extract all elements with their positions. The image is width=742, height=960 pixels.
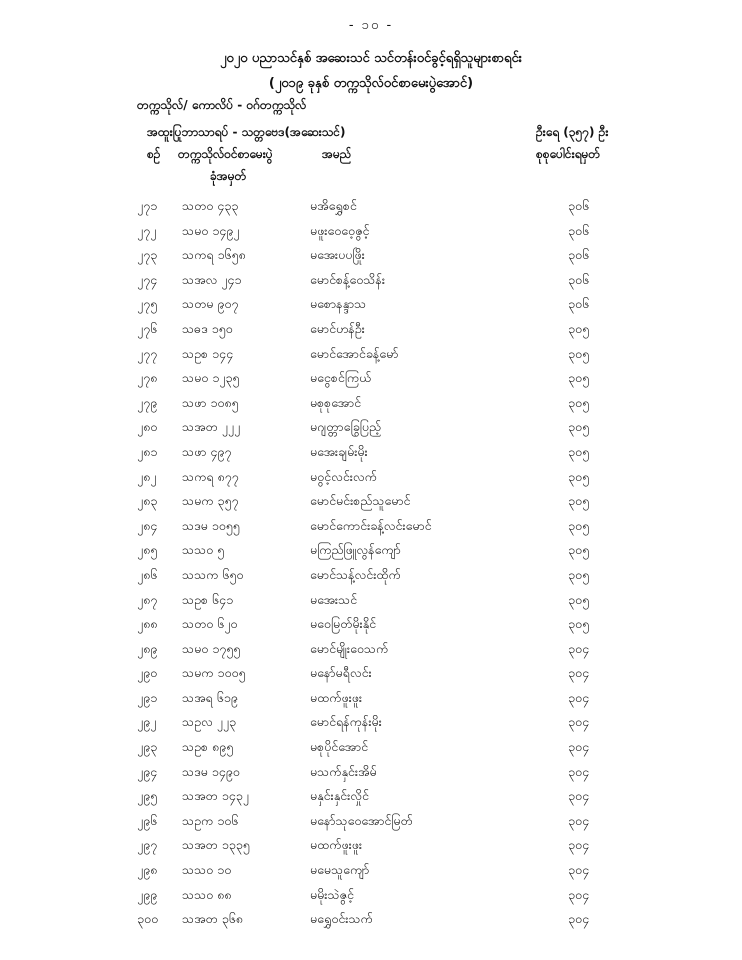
registration-number: သအရ ၆၁၉ (182, 689, 238, 705)
registration-number: သမဝ ၁၇၅၅ (182, 640, 241, 656)
row-number: ၃၀၀ (137, 911, 159, 927)
university-line: တက္ကသိုလ်/ ကောလိပ် - ဝဂ်တက္ကသိုလ် (137, 98, 307, 112)
student-name: မကြည်ဖြူလွန်ကျော် (310, 542, 401, 558)
row-number: ၂၈၅ (137, 542, 158, 558)
registration-number: သဥစ ၁၄၄ (182, 345, 234, 361)
document-subtitle: (၂၀၁၉ ခုနှစ် တက္ကသိုလ်ဝင်စာမေးပွဲအောင်) (268, 76, 474, 91)
student-name: မအေးပပဖြိုး (310, 247, 365, 263)
total-score: ၃၀၅ (568, 493, 590, 509)
row-number: ၂၉၁ (137, 689, 158, 705)
registration-number: သဒမ ၁၄၉၀ (182, 763, 240, 779)
student-name: မောင်ဟန်ဦး (310, 320, 365, 336)
row-number: ၂၇၃ (137, 247, 158, 263)
total-score: ၃၀၄ (568, 689, 590, 705)
total-score: ၃၀၅ (568, 394, 590, 410)
registration-number: သသဝ ၈၈ (182, 886, 232, 902)
total-score: ၃၀၄ (568, 665, 590, 681)
total-score: ၃၀၄ (568, 714, 590, 730)
total-score: ၃၀၅ (568, 443, 590, 459)
registration-number: သတဝ ၄၃၃ (182, 198, 239, 213)
student-name: မမိုးသဲဇွင့် (310, 886, 354, 902)
table-row (0, 762, 742, 787)
table-row (0, 860, 742, 885)
total-score: ၃၀၅ (568, 419, 590, 435)
count-header: ဦးရေ (၃၅၇) ဦး (536, 125, 609, 139)
total-score: ၃၀၅ (568, 345, 590, 361)
table-row (0, 467, 742, 492)
row-number: ၂၈၉ (137, 640, 158, 656)
row-number: ၂၈၆ (137, 566, 158, 582)
student-name: မငွေစင်ကြယ် (310, 370, 372, 386)
row-number: ၂၇၉ (137, 394, 158, 410)
student-name: မအေးချမ်းမိုး (310, 443, 368, 459)
row-number: ၂၈၇ (137, 591, 158, 607)
registration-number: သဥစ ၈၉၅ (182, 739, 234, 755)
table-row (0, 442, 742, 467)
student-name: မောင်မျိုးဝေသက် (310, 640, 389, 656)
column-header-reg-sub: ခုံအမှတ် (210, 169, 247, 183)
row-number: ၂၇၇ (137, 345, 158, 361)
registration-number: သဥလ ၂၂၃ (182, 714, 237, 730)
table-row (0, 885, 742, 910)
registration-number: သဥက ၁၀၆ (182, 812, 239, 828)
table-row (0, 835, 742, 860)
registration-number: သမဝ ၁၄၉၂ (182, 222, 240, 238)
student-name: မနှင်းနှင်းလှိုင် (310, 788, 369, 804)
table-row (0, 712, 742, 737)
total-score: ၃၀၄ (568, 763, 590, 779)
registration-number: သအတ ၂၂၂ (182, 419, 241, 435)
row-number: ၂၈၈ (137, 616, 158, 632)
registration-number: သဓဒ ၁၅၀ (182, 320, 233, 336)
row-number: ၂၉၂ (137, 714, 157, 730)
row-number: ၂၈၃ (137, 493, 158, 509)
row-number: ၂၈၁ (137, 443, 158, 459)
total-score: ၃၀၅ (568, 591, 590, 607)
table-row (0, 663, 742, 688)
registration-number: သတဝ ၆၂၀ (182, 616, 238, 632)
table-row (0, 786, 742, 811)
registration-number: သသဝ ၁၀ (182, 862, 232, 878)
table-row (0, 368, 742, 393)
total-score: ၃၀၅ (568, 616, 590, 632)
table-row (0, 319, 742, 344)
column-header-reg: တက္ကသိုလ်ဝင်စာမေးပွဲ (178, 147, 273, 161)
student-name: မောင်အောင်ခန့်မော် (310, 345, 399, 361)
registration-number: သဖာ ၄၉၇ (182, 443, 232, 459)
row-number: ၂၉၇ (137, 837, 158, 853)
total-score: ၃၀၅ (568, 542, 590, 558)
total-score: ၃၀၄ (568, 862, 590, 878)
results-table (0, 196, 742, 934)
student-name: မဝွင့်လင်းလက် (310, 468, 377, 484)
column-header-no: စဉ် (147, 147, 161, 161)
row-number: ၂၇၁ (137, 198, 158, 213)
specialization-header: အထူးပြုဘာသာရပ် - သတ္တဗေဒ(အဆေးသင်) (147, 125, 346, 139)
table-row (0, 245, 742, 270)
registration-number: သမက ၃၅၇ (182, 493, 239, 509)
row-number: ၂၉၉ (137, 886, 158, 902)
registration-number: သသက ၆၅၀ (182, 566, 244, 582)
total-score: ၃၀၆ (568, 296, 590, 312)
student-name: မထက်ဖူးဖူး (310, 689, 363, 705)
table-row (0, 811, 742, 836)
total-score: ၃၀၄ (568, 788, 590, 804)
student-name: မအိရွှေစင် (310, 198, 357, 213)
student-name: မမေသူကျော် (310, 862, 370, 878)
row-number: ၂၉၃ (137, 739, 158, 755)
table-row (0, 590, 742, 615)
total-score: ၃၀၆ (568, 271, 590, 287)
registration-number: သမဝ ၁၂၃၅ (182, 370, 240, 386)
student-name: မရွှေဝင်းသက် (310, 911, 373, 927)
row-number: ၂၇၂ (137, 222, 157, 238)
registration-number: သမက ၁၀၀၅ (182, 665, 246, 681)
student-name: မစုပိုင်အောင် (310, 739, 369, 755)
student-name: မောင်ရန်ကုန်းမိုး (310, 714, 382, 730)
page-number: - ၁၀ - (348, 18, 394, 33)
document-title: ၂၀၂၀ ပညာသင်နှစ် အဆေးသင် သင်တန်းဝင်ခွင့်ရရှိသူများစာရင်း (219, 51, 522, 66)
student-name: မနော်သုဝေအောင်မြတ် (310, 812, 413, 828)
registration-number: သကရ ၁၆၅၈ (182, 247, 246, 263)
row-number: ၂၈၄ (137, 517, 158, 533)
row-number: ၂၇၆ (137, 320, 158, 336)
row-number: ၂၇၈ (137, 370, 158, 386)
column-header-score: စုစုပေါင်းရမှတ် (536, 147, 601, 161)
student-name: မသက်နှင်းအိမ် (310, 763, 377, 779)
registration-number: သဖာ ၁၀၈၅ (182, 394, 239, 410)
student-name: မောင်ကောင်းခန့်လင်းမောင် (310, 517, 432, 533)
row-number: ၂၇၅ (137, 296, 158, 312)
registration-number: သအတ ၃၆၈ (182, 911, 243, 927)
total-score: ၃၀၄ (568, 911, 590, 927)
table-row (0, 294, 742, 319)
total-score: ၃၀၅ (568, 320, 590, 336)
total-score: ၃၀၅ (568, 566, 590, 582)
student-name: မဝေမြတ်မိုးနိုင် (310, 616, 377, 632)
registration-number: သဒမ ၁၀၅၅ (182, 517, 240, 533)
row-number: ၂၉၅ (137, 788, 158, 804)
student-name: မဖူးဝေဝေ့ဇွင့် (310, 222, 370, 238)
registration-number: သအတ ၁၄၃၂ (182, 788, 249, 804)
table-row (0, 344, 742, 369)
table-row (0, 221, 742, 246)
table-row (0, 737, 742, 762)
row-number: ၂၉၄ (137, 763, 158, 779)
registration-number: သသဝ ၅ (182, 542, 225, 558)
student-name: မောင်စန့်ဝေသိန်း (310, 271, 386, 287)
table-row (0, 196, 742, 221)
registration-number: သအလ ၂၄၁ (182, 271, 242, 287)
table-row (0, 270, 742, 295)
total-score: ၃၀၆ (568, 198, 590, 213)
table-row (0, 417, 742, 442)
table-row (0, 909, 742, 934)
total-score: ၃၀၆ (568, 222, 590, 238)
row-number: ၂၉၈ (137, 862, 158, 878)
total-score: ၃၀၅ (568, 468, 590, 484)
column-header-name: အမည် (322, 147, 352, 161)
table-row (0, 614, 742, 639)
table-row (0, 688, 742, 713)
table-row (0, 540, 742, 565)
row-number: ၂၈၂ (137, 468, 157, 484)
registration-number: သဥစ ၆၄၁ (182, 591, 234, 607)
table-row (0, 393, 742, 418)
total-score: ၃၀၄ (568, 837, 590, 853)
total-score: ၃၀၄ (568, 640, 590, 656)
registration-number: သကရ ၈၇၇ (182, 468, 239, 484)
student-name: မောင်သန့်လင်းထိုက် (310, 566, 401, 582)
student-name: မဂျတ္တာခြွေပြည့် (310, 419, 382, 435)
total-score: ၃၀၅ (568, 517, 590, 533)
total-score: ၃၀၄ (568, 739, 590, 755)
student-name: မနော်မရီလင်း (310, 665, 372, 681)
total-score: ၃၀၄ (568, 812, 590, 828)
row-number: ၂၉၀ (137, 665, 158, 681)
student-name: မောင်မင်းစည်သူမောင် (310, 493, 411, 509)
student-name: မအေးသင် (310, 591, 358, 607)
registration-number: သအတ ၁၃၃၅ (182, 837, 250, 853)
row-number: ၂၉၆ (137, 812, 158, 828)
row-number: ၂၇၄ (137, 271, 158, 287)
table-row (0, 516, 742, 541)
table-row (0, 491, 742, 516)
total-score: ၃၀၅ (568, 370, 590, 386)
student-name: မထက်ဖူးဖူး (310, 837, 363, 853)
row-number: ၂၈၀ (137, 419, 158, 435)
registration-number: သတမ ၉၀၇ (182, 296, 239, 312)
total-score: ၃၀၄ (568, 886, 590, 902)
table-row (0, 639, 742, 664)
student-name: မစောနန္ဒာသ (310, 296, 367, 312)
student-name: မစုစုအောင် (310, 394, 362, 410)
total-score: ၃၀၆ (568, 247, 590, 263)
table-row (0, 565, 742, 590)
